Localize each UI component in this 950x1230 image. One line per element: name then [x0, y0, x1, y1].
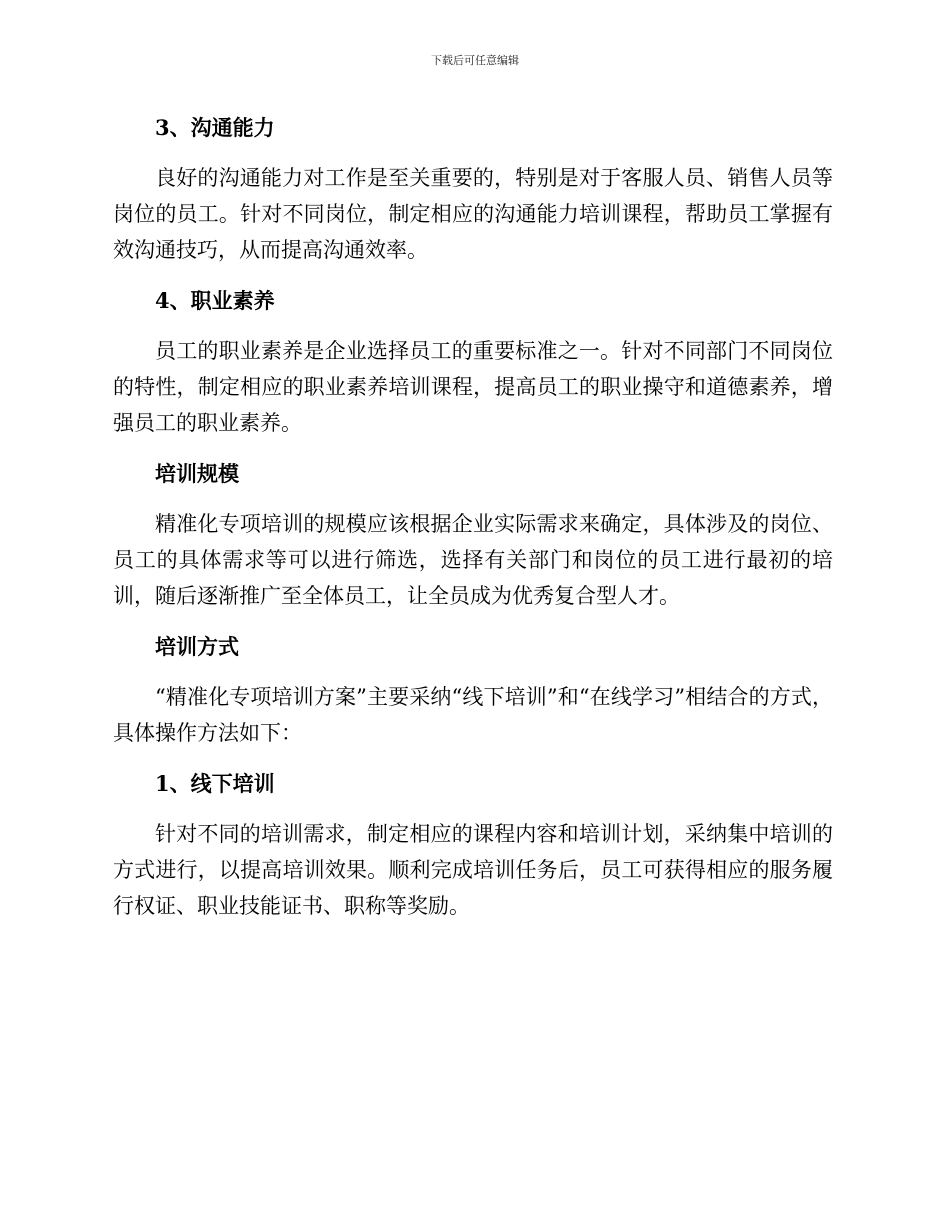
- paragraph-professionalism: 员工的职业素养是企业选择员工的重要标准之一。针对不同部门不同岗位的特性，制定相应的职业素养培训课程，提高员工的职业操守和道德素养，增强员工的职业素养。: [113, 339, 833, 435]
- section-heading-professionalism: 4、职业素养: [155, 288, 275, 313]
- section-heading-offline-training: 1、线下培训: [155, 771, 275, 796]
- section-heading-training-method: 培训方式: [155, 634, 239, 659]
- paragraph-communication: 良好的沟通能力对工作是至关重要的，特别是对于客服人员、销售人员等岗位的员工。针对不同岗位，制定相应的沟通能力培训课程，帮助员工掌握有效沟通技巧，从而提高沟通效率。: [113, 166, 833, 262]
- paragraph-training-scale: 精准化专项培训的规模应该根据企业实际需求来确定，具体涉及的岗位、员工的具体需求等可以进行筛选，选择有关部门和岗位的员工进行最初的培训，随后逐渐推广至全体员工，让全员成为优秀复合型人才。: [113, 512, 833, 608]
- section-heading-training-scale: 培训规模: [155, 461, 239, 486]
- paragraph-offline-training: 针对不同的培训需求，制定相应的课程内容和培训计划，采纳集中培训的方式进行，以提高培训效果。顺利完成培训任务后，员工可获得相应的服务履行权证、职业技能证书、职称等奖励。: [113, 822, 833, 918]
- document-body: [113, 108, 833, 937]
- page-header-note: 下载后可任意编辑: [431, 54, 519, 67]
- paragraph-training-method: “精准化专项培训方案”主要采纳“线下培训”和“在线学习”相结合的方式，具体操作方法如下：: [113, 685, 833, 745]
- section-heading-communication: 3、沟通能力: [155, 115, 275, 140]
